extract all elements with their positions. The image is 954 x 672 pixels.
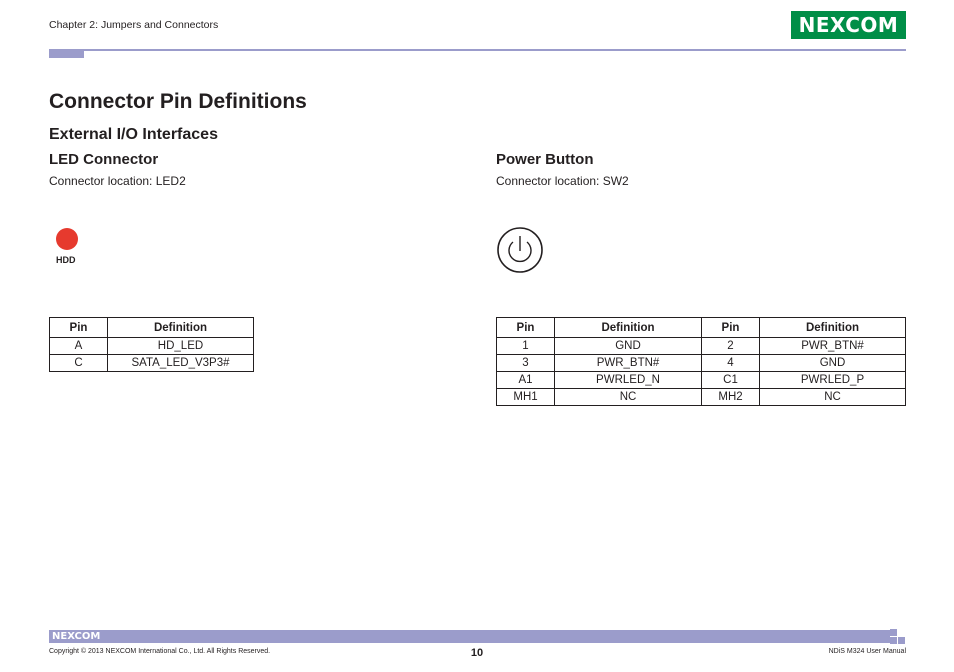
- table-header-cell: Pin: [702, 318, 760, 338]
- led-indicator-icon: [56, 228, 78, 250]
- table-cell: PWR_BTN#: [555, 355, 702, 372]
- table-cell: 3: [497, 355, 555, 372]
- table-cell: PWRLED_N: [555, 372, 702, 389]
- table-header-cell: Pin: [497, 318, 555, 338]
- led-connector-location: Connector location: LED2: [49, 174, 186, 188]
- table-row: [497, 372, 906, 389]
- table-cell: NC: [760, 389, 906, 406]
- table-header-cell: Definition: [555, 318, 702, 338]
- table-row: [497, 338, 906, 355]
- table-cell: C1: [702, 372, 760, 389]
- footer-logo: [52, 630, 100, 643]
- table-cell: NC: [555, 389, 702, 406]
- chapter-title: Chapter 2: Jumpers and Connectors: [49, 19, 219, 31]
- table-row: [50, 355, 254, 372]
- table-cell: GND: [760, 355, 906, 372]
- table-header-cell: Definition: [108, 318, 254, 338]
- led-pin-table: [49, 317, 254, 372]
- table-cell: GND: [555, 338, 702, 355]
- logo-text: NEXCOM: [798, 13, 899, 37]
- nexcom-logo: [791, 11, 906, 39]
- table-row: [50, 338, 254, 355]
- copyright-text: Copyright © 2013 NEXCOM International Co., Ltd. All Rights Reserved.: [49, 648, 271, 655]
- table-cell: 1: [497, 338, 555, 355]
- table-row: [497, 355, 906, 372]
- table-cell: PWR_BTN#: [760, 338, 906, 355]
- table-cell: MH2: [702, 389, 760, 406]
- header-tab: [49, 49, 84, 58]
- header-rule: [49, 49, 906, 51]
- power-button-pin-table: [496, 317, 906, 406]
- table-row: [497, 389, 906, 406]
- led-indicator-label: HDD: [56, 255, 76, 265]
- table-cell: 4: [702, 355, 760, 372]
- power-button-location: Connector location: SW2: [496, 174, 629, 188]
- table-cell: A: [50, 338, 108, 355]
- table-header-row: [50, 318, 254, 338]
- table-header-cell: Definition: [760, 318, 906, 338]
- page-number: 10: [470, 647, 484, 659]
- footer-logo-text: NEXCOM: [52, 631, 101, 642]
- footer-bar: [49, 630, 890, 643]
- table-cell: A1: [497, 372, 555, 389]
- manual-title: NDiS M324 User Manual: [828, 648, 906, 655]
- table-header-cell: Pin: [50, 318, 108, 338]
- table-header-row: [497, 318, 906, 338]
- led-connector-heading: LED Connector: [49, 151, 159, 168]
- power-icon: [497, 227, 543, 273]
- table-cell: MH1: [497, 389, 555, 406]
- page-title: Connector Pin Definitions: [49, 90, 307, 113]
- footer-square-icon: [890, 637, 897, 644]
- power-button-heading: Power Button: [496, 151, 594, 168]
- table-cell: HD_LED: [108, 338, 254, 355]
- table-cell: C: [50, 355, 108, 372]
- footer-square-icon: [898, 637, 905, 644]
- section-title: External I/O Interfaces: [49, 126, 218, 143]
- footer-square-icon: [890, 629, 897, 636]
- table-cell: SATA_LED_V3P3#: [108, 355, 254, 372]
- table-cell: PWRLED_P: [760, 372, 906, 389]
- table-cell: 2: [702, 338, 760, 355]
